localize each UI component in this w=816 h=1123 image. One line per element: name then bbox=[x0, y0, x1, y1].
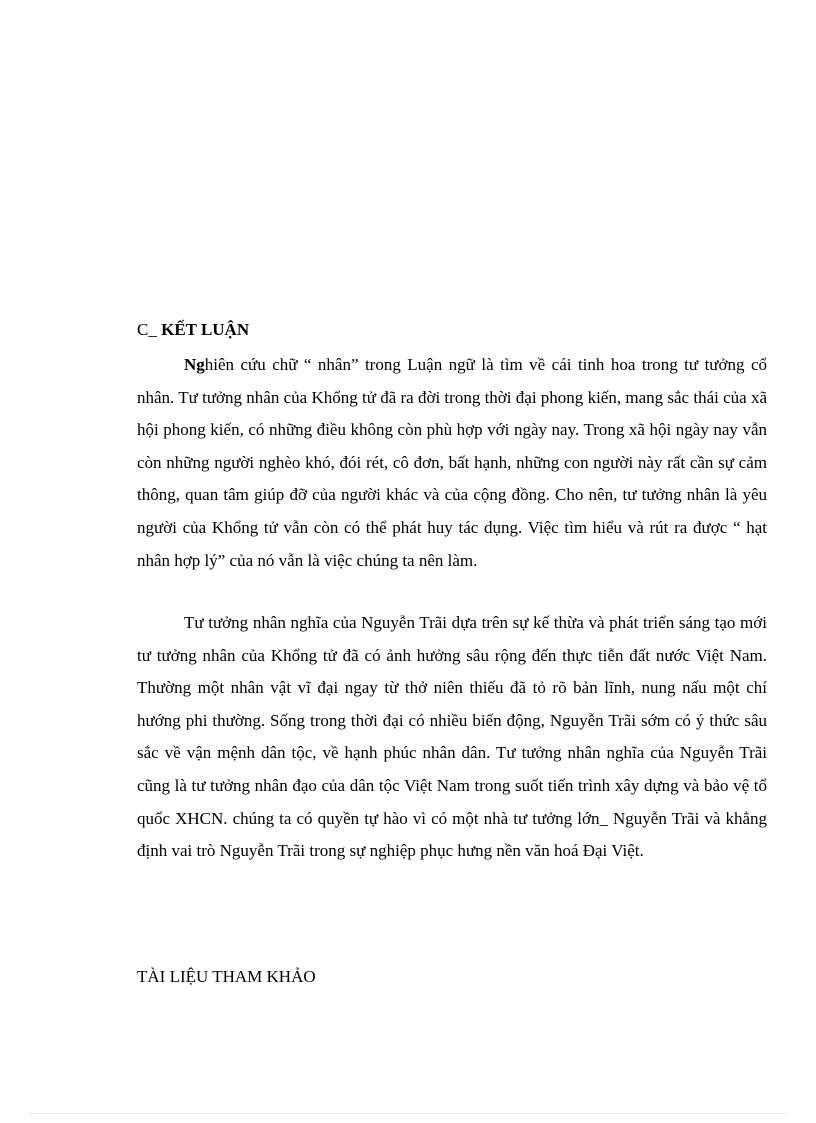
paragraph-1-text: hiên cứu chữ “ nhân” trong Luận ngữ là tìm về cái tinh hoa trong tư tưởng cổ nhân. Tư tưởng nhân của Khổng tử đã ra đời trong thời đại phong kiến, mang sắc thái của xã hội phong kiến, có những điều không còn phù hợp với ngày nay. Trong xã hội ngày nay vẫn còn những người nghèo khó, đói rét, cô đơn, bất hạnh, những con người này rất cần sự cảm thông, quan tâm giúp đỡ của người khác và của cộng đồng. Cho nên, tư tưởng nhân là yêu người của Khổng tử vẫn còn có thể phát huy tác dụng. Việc tìm hiểu và rút ra được “ hạt nhân hợp lý” của nó vẫn là việc chúng ta nên làm. bbox=[137, 355, 767, 570]
conclusion-heading bbox=[137, 318, 249, 342]
paragraph-1 bbox=[137, 349, 767, 577]
paragraph-2 bbox=[137, 607, 767, 868]
page-bottom-divider bbox=[28, 1113, 788, 1114]
paragraph-2-text: Tư tưởng nhân nghĩa của Nguyễn Trãi dựa trên sự kế thừa và phát triển sáng tạo mới tư tưởng nhân của Khổng tử đã có ảnh hưởng sâu rộng đến thực tiễn đất nước Việt Nam. Thường một nhân vật vĩ đại ngay từ thở niên thiếu đã tỏ rõ bản lĩnh, nung nấu một chí hướng phi thường. Sống trong thời đại có nhiều biến động, Nguyễn Trãi sớm có ý thức sâu sắc về vận mệnh dân tộc, về hạnh phúc nhân dân. Tư tưởng nhân nghĩa của Nguyễn Trãi cũng là tư tưởng nhân đạo của dân tộc Việt Nam trong suốt tiến trình xây dựng và bảo vệ tổ quốc XHCN. chúng ta có quyền tự hào vì có một nhà tư tưởng lớn_ Nguyễn Trãi và khẳng định vai trò Nguyễn Trãi trong sự nghiệp phục hưng nền văn hoá Đại Việt. bbox=[137, 613, 767, 861]
references-heading: TÀI LIỆU THAM KHẢO bbox=[137, 967, 316, 986]
conclusion-title: KẾT LUẬN bbox=[161, 320, 250, 339]
paragraph-1-lead: Ng bbox=[184, 355, 205, 374]
conclusion-prefix: C_ bbox=[137, 320, 162, 339]
